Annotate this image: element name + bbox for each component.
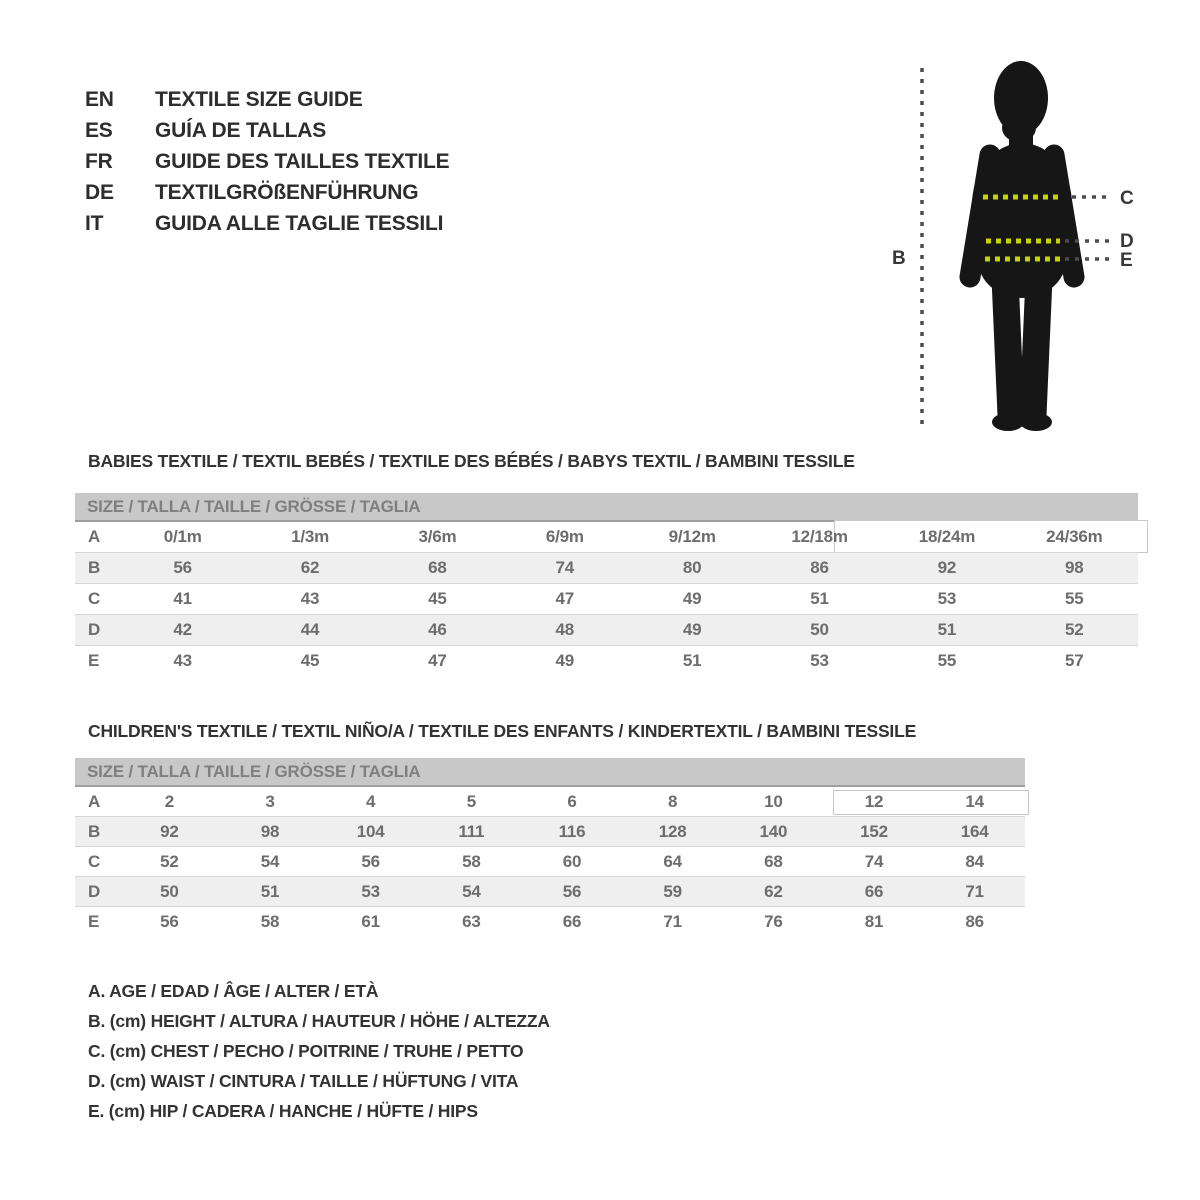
cell: 104 xyxy=(356,821,385,841)
row-label: D xyxy=(88,881,101,901)
cell: 56 xyxy=(160,911,179,931)
babies-section-title: BABIES TEXTILE / TEXTIL BEBÉS / TEXTILE DES BÉBÉS / BABYS TEXTIL / BAMBINI TESSILE xyxy=(88,451,855,471)
height-label: B xyxy=(892,248,906,269)
table-row xyxy=(75,645,1138,676)
lang-code: IT xyxy=(85,211,104,235)
cell: 6/9m xyxy=(545,527,584,546)
cell: 3 xyxy=(265,791,275,811)
cell: 61 xyxy=(361,911,380,931)
cell: 66 xyxy=(562,911,582,931)
cell: 45 xyxy=(428,589,447,608)
cell: 56 xyxy=(361,851,380,871)
cell: 98 xyxy=(1065,558,1084,577)
row-label: A xyxy=(88,791,101,811)
cell: 55 xyxy=(1065,589,1084,608)
cell: 92 xyxy=(160,821,179,841)
waist-label: D xyxy=(1120,231,1134,252)
lang-code: FR xyxy=(85,149,113,173)
row-label: C xyxy=(88,589,101,608)
children-size-table xyxy=(75,758,1025,936)
cell: 50 xyxy=(810,620,829,639)
cell: 3/6m xyxy=(418,527,457,546)
cell: 71 xyxy=(663,911,682,931)
lang-row-it xyxy=(85,208,449,239)
row-label: E xyxy=(88,651,100,670)
table-row xyxy=(75,614,1138,645)
cell: 53 xyxy=(810,651,829,670)
child-silhouette xyxy=(970,61,1074,431)
lang-title: TEXTILE SIZE GUIDE xyxy=(155,87,363,111)
cell: 56 xyxy=(173,558,192,577)
table-row xyxy=(75,787,1025,816)
cell: 63 xyxy=(462,911,481,931)
row-label: A xyxy=(88,527,101,546)
cell: 51 xyxy=(810,589,829,608)
cell: 42 xyxy=(173,620,192,639)
cell: 43 xyxy=(300,589,320,608)
cell: 59 xyxy=(663,881,682,901)
cell: 5 xyxy=(466,791,476,811)
table-row xyxy=(75,876,1025,906)
language-title-block xyxy=(85,84,449,239)
babies-table-rows xyxy=(75,522,1138,676)
lang-code: ES xyxy=(85,118,113,142)
cell: 164 xyxy=(960,821,989,841)
row-label: E xyxy=(88,911,100,931)
cell: 1/3m xyxy=(291,527,330,546)
cell: 50 xyxy=(160,881,179,901)
lang-row-de xyxy=(85,177,449,208)
children-section-title: CHILDREN'S TEXTILE / TEXTIL NIÑO/A / TEXTILE DES ENFANTS / KINDERTEXTIL / BAMBINI TESSILE xyxy=(88,721,917,741)
cell: 51 xyxy=(937,620,957,639)
cell: 98 xyxy=(260,821,280,841)
cell: 55 xyxy=(937,651,957,670)
cell: 49 xyxy=(555,651,575,670)
cell: 56 xyxy=(562,881,582,901)
cell: 52 xyxy=(1065,620,1084,639)
cell: 51 xyxy=(682,651,702,670)
cell: 152 xyxy=(860,821,888,841)
cell: 74 xyxy=(864,851,884,871)
cell: 53 xyxy=(361,881,380,901)
cell: 80 xyxy=(682,558,702,577)
cell: 46 xyxy=(428,620,447,639)
cell: 44 xyxy=(300,620,320,639)
legend-height: B. (cm) HEIGHT / ALTURA / HAUTEUR / HÖHE / ALTEZZA xyxy=(88,1011,550,1031)
cell: 128 xyxy=(658,821,687,841)
lang-title: GUIDE DES TAILLES TEXTILE xyxy=(155,149,450,173)
lang-title: TEXTILGRÖßENFÜHRUNG xyxy=(155,180,419,204)
row-label: C xyxy=(88,851,101,871)
row-label: B xyxy=(88,558,101,577)
cell: 53 xyxy=(937,589,957,608)
cell: 2 xyxy=(164,791,174,811)
cell: 43 xyxy=(173,651,192,670)
hip-label: E xyxy=(1120,250,1133,271)
cell: 41 xyxy=(173,589,192,608)
cell: 52 xyxy=(160,851,179,871)
row-label: B xyxy=(88,821,101,841)
cell: 86 xyxy=(965,911,984,931)
cell: 47 xyxy=(555,589,575,608)
table-row xyxy=(75,583,1138,614)
cell: 60 xyxy=(562,851,582,871)
size-header-band: SIZE / TALLA / TAILLE / GRÖSSE / TAGLIA xyxy=(75,758,1025,787)
cell: 71 xyxy=(965,881,984,901)
cell: 74 xyxy=(555,558,575,577)
cell: 62 xyxy=(300,558,320,577)
cell: 12/18m xyxy=(791,527,848,546)
lang-code: DE xyxy=(85,180,114,204)
cell: 8 xyxy=(668,791,678,811)
legend-waist: D. (cm) WAIST / CINTURA / TAILLE / HÜFTUNG / VITA xyxy=(88,1071,519,1091)
lang-code: EN xyxy=(85,87,114,111)
cell: 68 xyxy=(428,558,447,577)
cell: 116 xyxy=(558,821,586,841)
chest-label: C xyxy=(1120,188,1134,209)
table-row xyxy=(75,816,1025,846)
measurement-legend xyxy=(88,976,550,1126)
cell: 49 xyxy=(682,589,702,608)
cell: 45 xyxy=(300,651,320,670)
cell: 24/36m xyxy=(1046,527,1103,546)
cell: 14 xyxy=(965,791,984,811)
cell: 54 xyxy=(462,881,481,901)
table-row xyxy=(75,522,1138,552)
cell: 49 xyxy=(682,620,702,639)
babies-size-table xyxy=(75,493,1138,676)
cell: 6 xyxy=(567,791,577,811)
legend-chest: C. (cm) CHEST / PECHO / POITRINE / TRUHE / PETTO xyxy=(88,1041,524,1061)
cell: 48 xyxy=(555,620,575,639)
cell: 57 xyxy=(1065,651,1084,670)
lang-title: GUÍA DE TALLAS xyxy=(155,118,327,142)
cell: 64 xyxy=(663,851,682,871)
cell: 66 xyxy=(864,881,884,901)
cell: 84 xyxy=(965,851,984,871)
cell: 58 xyxy=(260,911,280,931)
legend-age: A. AGE / EDAD / ÂGE / ALTER / ETÀ xyxy=(88,981,379,1001)
size-header-band: SIZE / TALLA / TAILLE / GRÖSSE / TAGLIA xyxy=(75,493,1138,522)
cell: 68 xyxy=(764,851,783,871)
cell: 18/24m xyxy=(918,527,976,546)
lang-row-en xyxy=(85,84,449,115)
cell: 92 xyxy=(937,558,957,577)
table-row xyxy=(75,552,1138,583)
cell: 51 xyxy=(260,881,280,901)
cell: 10 xyxy=(764,791,783,811)
cell: 47 xyxy=(428,651,447,670)
cell: 58 xyxy=(462,851,481,871)
row-label: D xyxy=(88,620,101,639)
child-measurement-diagram xyxy=(880,45,1170,445)
cell: 12 xyxy=(864,791,884,811)
cell: 0/1m xyxy=(163,527,202,546)
cell: 54 xyxy=(260,851,280,871)
lang-row-es xyxy=(85,115,449,146)
cell: 62 xyxy=(764,881,783,901)
cell: 111 xyxy=(458,821,485,841)
children-table-rows xyxy=(75,787,1025,936)
lang-row-fr xyxy=(85,146,449,177)
cell: 81 xyxy=(864,911,884,931)
cell: 86 xyxy=(810,558,829,577)
table-row xyxy=(75,846,1025,876)
cell: 76 xyxy=(764,911,783,931)
cell: 4 xyxy=(366,791,376,811)
table-row xyxy=(75,906,1025,936)
legend-hip: E. (cm) HIP / CADERA / HANCHE / HÜFTE / HIPS xyxy=(88,1101,478,1121)
lang-title: GUIDA ALLE TAGLIE TESSILI xyxy=(155,211,444,235)
cell: 140 xyxy=(759,821,788,841)
cell: 9/12m xyxy=(668,527,716,546)
